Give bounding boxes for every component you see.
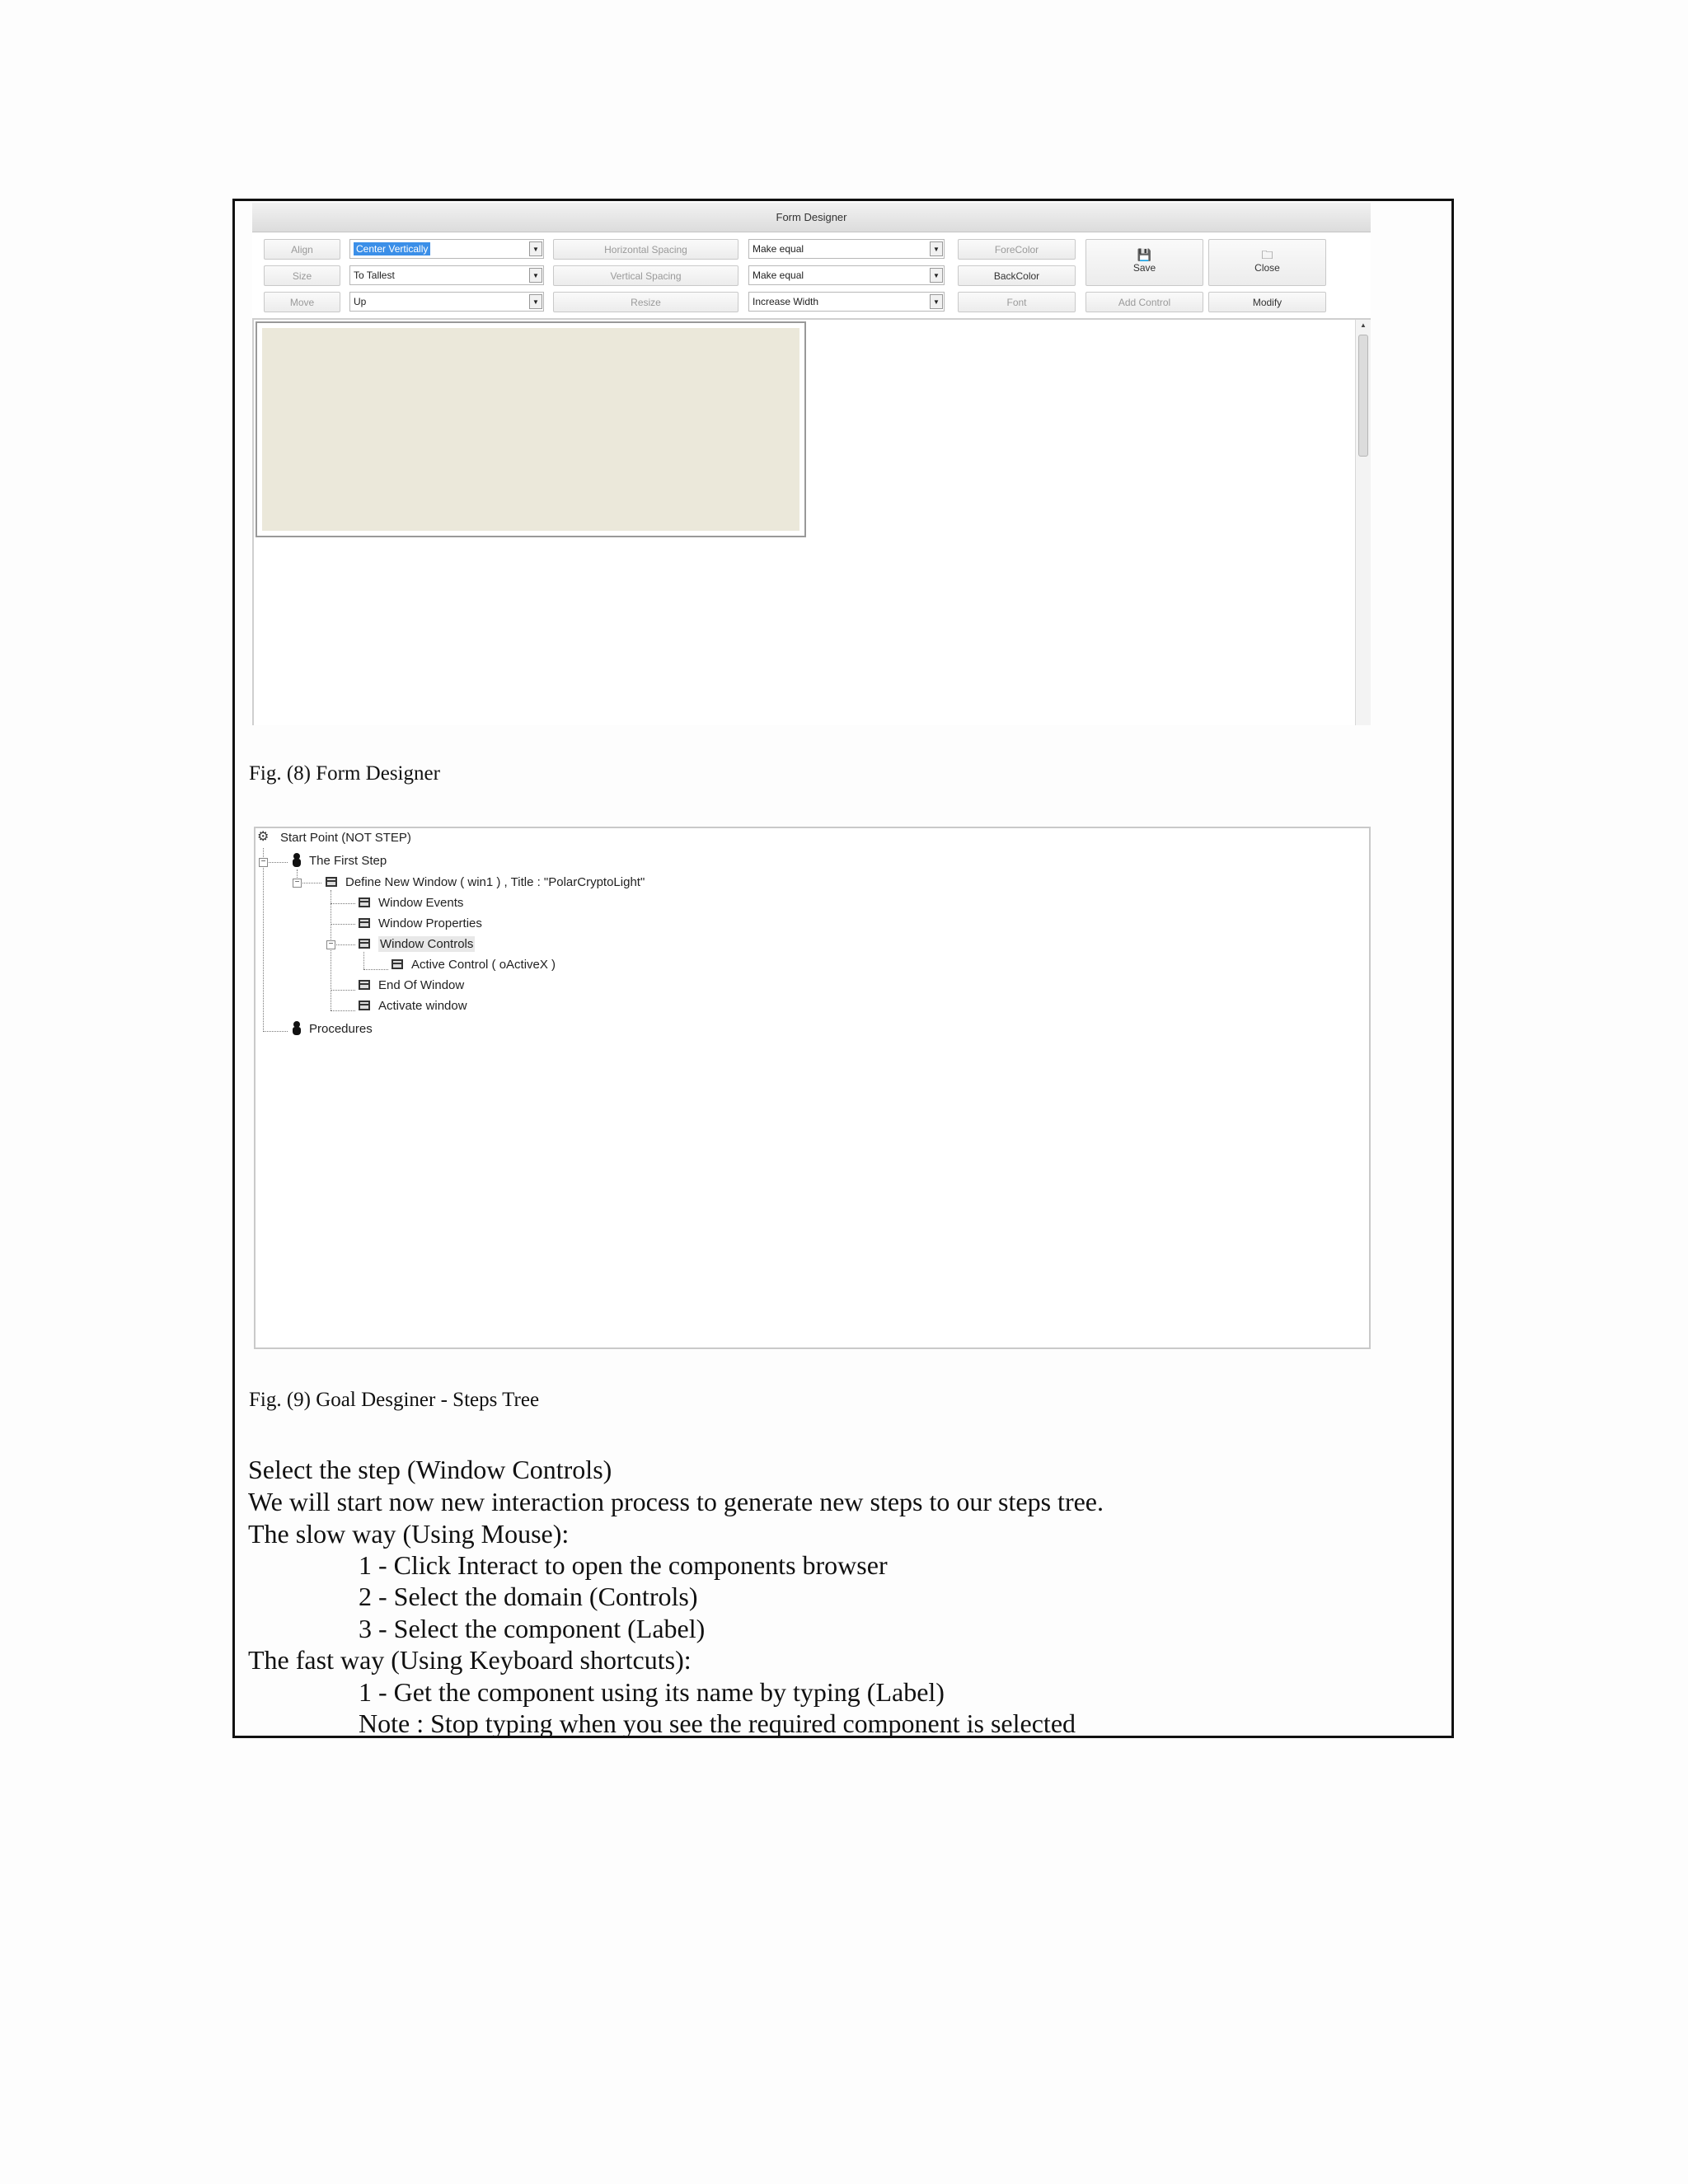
vertical-spacing-select[interactable] bbox=[748, 265, 945, 285]
form-designer-title: Form Designer bbox=[252, 203, 1371, 232]
collapse-toggle-icon[interactable]: − bbox=[259, 858, 268, 867]
folder-icon: 🗀 bbox=[1261, 248, 1273, 261]
instruction-note: Note : Stop typing when you see the required component is selected bbox=[359, 1708, 1076, 1738]
window-icon bbox=[359, 939, 370, 949]
scroll-up-icon[interactable]: ▲ bbox=[1360, 321, 1367, 329]
move-button[interactable]: Move bbox=[264, 292, 340, 312]
add-control-button[interactable]: Add Control bbox=[1085, 292, 1203, 312]
horizontal-spacing-button[interactable]: Horizontal Spacing bbox=[553, 239, 738, 260]
figure-8-caption: Fig. (8) Form Designer bbox=[249, 762, 440, 785]
tree-node-active-control[interactable] bbox=[392, 957, 556, 973]
save-button[interactable] bbox=[1085, 239, 1203, 286]
chevron-down-icon[interactable]: ▼ bbox=[930, 241, 943, 256]
tree-node-label: End Of Window bbox=[378, 978, 465, 992]
instruction-step: 1 - Get the component using its name by typing (Label) bbox=[359, 1677, 945, 1707]
tree-node-window-controls[interactable] bbox=[359, 936, 475, 953]
tree-node-label: The First Step bbox=[309, 854, 387, 868]
window-icon bbox=[359, 918, 370, 928]
step-icon bbox=[293, 853, 301, 868]
size-button[interactable]: Size bbox=[264, 265, 340, 286]
backcolor-button[interactable]: BackColor bbox=[958, 265, 1076, 286]
vertical-scrollbar[interactable] bbox=[1355, 320, 1371, 725]
chevron-down-icon[interactable]: ▼ bbox=[930, 294, 943, 309]
tree-connector bbox=[363, 952, 364, 969]
instruction-step: 2 - Select the domain (Controls) bbox=[359, 1582, 698, 1611]
tree-node-label: Window Events bbox=[378, 896, 464, 910]
window-icon bbox=[359, 898, 370, 907]
tree-connector bbox=[263, 1031, 288, 1032]
horizontal-spacing-select[interactable] bbox=[748, 239, 945, 259]
instruction-step: 3 - Select the component (Label) bbox=[359, 1614, 706, 1643]
tree-node-procedures[interactable] bbox=[293, 1021, 373, 1038]
tree-node-window-events[interactable] bbox=[359, 895, 463, 912]
instruction-line: The fast way (Using Keyboard shortcuts): bbox=[248, 1645, 692, 1675]
window-icon bbox=[392, 959, 403, 969]
tree-connector bbox=[263, 848, 264, 1032]
align-select[interactable] bbox=[349, 239, 544, 259]
tree-node-label: Start Point (NOT STEP) bbox=[280, 831, 411, 845]
align-button[interactable]: Align bbox=[264, 239, 340, 260]
tree-node-activate-window[interactable] bbox=[359, 998, 467, 1015]
tree-node-label: Window Controls bbox=[380, 937, 474, 951]
font-button[interactable]: Font bbox=[958, 292, 1076, 312]
window-icon bbox=[326, 877, 337, 887]
scrollbar-thumb[interactable] bbox=[1358, 335, 1368, 457]
form-designer-window bbox=[252, 203, 1371, 725]
tree-node-window-properties[interactable] bbox=[359, 916, 482, 932]
instruction-line: The slow way (Using Mouse): bbox=[248, 1519, 570, 1549]
tree-node-start-point[interactable] bbox=[257, 830, 411, 846]
tree-connector bbox=[363, 969, 388, 970]
tree-connector bbox=[331, 990, 355, 991]
tree-node-define-window[interactable] bbox=[326, 874, 645, 891]
resize-button[interactable]: Resize bbox=[553, 292, 738, 312]
tree-node-label: Define New Window ( win1 ) , Title : "PolarCryptoLight" bbox=[345, 875, 645, 889]
tree-connector bbox=[331, 903, 355, 904]
move-select[interactable] bbox=[349, 292, 544, 312]
size-select[interactable] bbox=[349, 265, 544, 285]
horizontal-spacing-value: Make equal bbox=[753, 243, 804, 255]
tree-node-label: Procedures bbox=[309, 1022, 373, 1036]
chevron-down-icon[interactable]: ▼ bbox=[930, 268, 943, 283]
steps-tree bbox=[254, 827, 1371, 1349]
save-icon: 💾 bbox=[1137, 248, 1152, 261]
tree-node-end-of-window[interactable] bbox=[359, 977, 464, 994]
close-button[interactable] bbox=[1208, 239, 1326, 286]
forecolor-button[interactable]: ForeColor bbox=[958, 239, 1076, 260]
chevron-down-icon[interactable]: ▼ bbox=[529, 294, 542, 309]
tree-node-label: Window Properties bbox=[378, 916, 482, 930]
close-button-label: Close bbox=[1254, 262, 1280, 274]
collapse-toggle-icon[interactable]: − bbox=[326, 940, 335, 949]
tree-node-label: Active Control ( oActiveX ) bbox=[411, 958, 556, 972]
instruction-line: We will start now new interaction process to generate new steps to our steps tree. bbox=[248, 1487, 1104, 1516]
save-button-label: Save bbox=[1132, 262, 1156, 274]
step-icon bbox=[293, 1021, 301, 1036]
design-canvas[interactable] bbox=[252, 318, 1371, 725]
tree-node-first-step[interactable] bbox=[293, 853, 387, 869]
instruction-step: 1 - Click Interact to open the components browser bbox=[359, 1550, 888, 1580]
figure-9-caption: Fig. (9) Goal Desginer - Steps Tree bbox=[249, 1389, 540, 1411]
tree-connector bbox=[331, 1010, 355, 1011]
size-select-value: To Tallest bbox=[354, 269, 395, 281]
chevron-down-icon[interactable]: ▼ bbox=[529, 241, 542, 256]
modify-button[interactable]: Modify bbox=[1208, 292, 1326, 312]
designed-form-preview[interactable] bbox=[256, 321, 806, 537]
vertical-spacing-value: Make equal bbox=[753, 269, 804, 281]
vertical-spacing-button[interactable]: Vertical Spacing bbox=[553, 265, 738, 286]
chevron-down-icon[interactable]: ▼ bbox=[529, 268, 542, 283]
start-icon: ⚙ bbox=[257, 830, 270, 845]
tree-node-label: Activate window bbox=[378, 999, 467, 1013]
instruction-line: Select the step (Window Controls) bbox=[248, 1455, 612, 1484]
resize-select[interactable] bbox=[748, 292, 945, 312]
align-select-value: Center Vertically bbox=[354, 242, 430, 255]
move-select-value: Up bbox=[354, 296, 367, 307]
collapse-toggle-icon[interactable]: − bbox=[293, 879, 302, 888]
tree-connector bbox=[331, 924, 355, 925]
window-icon bbox=[359, 1001, 370, 1010]
designed-form-surface bbox=[262, 328, 799, 531]
resize-select-value: Increase Width bbox=[753, 296, 819, 307]
window-icon bbox=[359, 980, 370, 990]
